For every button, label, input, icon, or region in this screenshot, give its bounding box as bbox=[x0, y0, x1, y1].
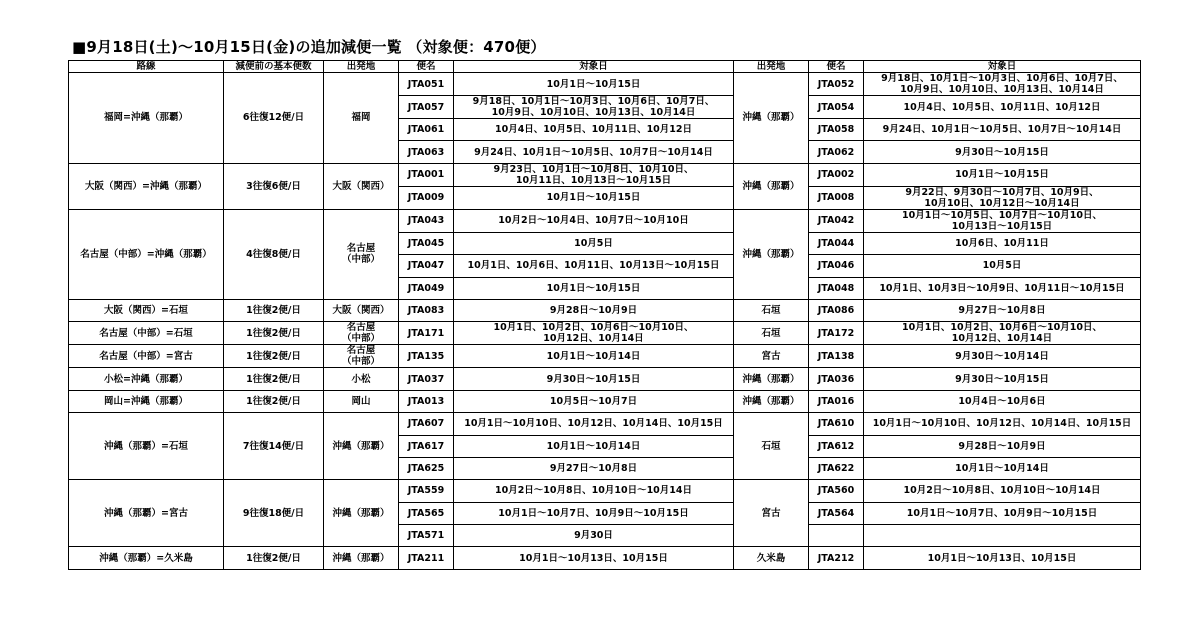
origin-outbound-cell: 沖縄（那覇） bbox=[324, 480, 399, 547]
origin-return-cell: 石垣 bbox=[734, 299, 809, 321]
dates-return-cell: 9月18日、10月1日～10月3日、10月6日、10月7日、 10月9日、10月10日、10月13日、10月14日 bbox=[864, 73, 1141, 96]
route-cell: 福岡=沖縄（那覇） bbox=[69, 73, 224, 164]
origin-return-cell: 石垣 bbox=[734, 413, 809, 480]
dates-return-cell: 10月1日～10月15日 bbox=[864, 163, 1141, 186]
dates-return-cell: 10月4日～10月6日 bbox=[864, 390, 1141, 412]
dates-return-cell: 10月1日～10月5日、10月7日～10月10日、 10月13日～10月15日 bbox=[864, 209, 1141, 232]
origin-return-cell: 宮古 bbox=[734, 345, 809, 368]
dates-outbound-cell: 9月27日～10月8日 bbox=[454, 457, 734, 479]
dates-outbound-cell: 10月1日～10月13日、10月15日 bbox=[454, 547, 734, 569]
route-cell: 名古屋（中部）=宮古 bbox=[69, 345, 224, 368]
flight-outbound-cell: JTA565 bbox=[399, 502, 454, 524]
flight-outbound-cell: JTA171 bbox=[399, 322, 454, 345]
dates-outbound-cell: 10月1日、10月6日、10月11日、10月13日～10月15日 bbox=[454, 255, 734, 277]
base-flights-cell: 3往復6便/日 bbox=[224, 163, 324, 209]
dates-return-cell: 9月30日～10月15日 bbox=[864, 141, 1141, 163]
dates-outbound-cell: 10月1日、10月2日、10月6日～10月10日、 10月12日、10月14日 bbox=[454, 322, 734, 345]
origin-outbound-cell: 名古屋 （中部） bbox=[324, 322, 399, 345]
flight-outbound-cell: JTA135 bbox=[399, 345, 454, 368]
table-body bbox=[69, 73, 1141, 570]
origin-return-cell: 沖縄（那覇） bbox=[734, 163, 809, 209]
dates-outbound-cell: 9月24日、10月1日～10月5日、10月7日～10月14日 bbox=[454, 141, 734, 163]
route-cell: 大阪（関西）=沖縄（那覇） bbox=[69, 163, 224, 209]
flight-return-cell: JTA622 bbox=[809, 457, 864, 479]
origin-outbound-cell: 名古屋 （中部） bbox=[324, 209, 399, 299]
base-flights-cell: 1往復2便/日 bbox=[224, 547, 324, 569]
table-header-row bbox=[69, 61, 1141, 73]
origin-outbound-cell: 大阪（関西） bbox=[324, 163, 399, 209]
dates-outbound-cell: 9月28日～10月9日 bbox=[454, 299, 734, 321]
flight-return-cell: JTA046 bbox=[809, 255, 864, 277]
dates-outbound-cell: 10月1日～10月15日 bbox=[454, 73, 734, 96]
table-row bbox=[69, 480, 1141, 502]
route-cell: 名古屋（中部）=石垣 bbox=[69, 322, 224, 345]
flight-outbound-cell: JTA559 bbox=[399, 480, 454, 502]
flight-outbound-cell: JTA045 bbox=[399, 232, 454, 254]
dates-return-cell: 10月5日 bbox=[864, 255, 1141, 277]
header-route: 路線 bbox=[69, 61, 224, 73]
flight-return-cell: JTA564 bbox=[809, 502, 864, 524]
flight-outbound-cell: JTA001 bbox=[399, 163, 454, 186]
base-flights-cell: 1往復2便/日 bbox=[224, 299, 324, 321]
route-cell: 沖縄（那覇）=宮古 bbox=[69, 480, 224, 547]
flight-return-cell: JTA036 bbox=[809, 368, 864, 390]
origin-outbound-cell: 沖縄（那覇） bbox=[324, 413, 399, 480]
dates-return-cell: 10月1日～10月14日 bbox=[864, 457, 1141, 479]
flight-outbound-cell: JTA083 bbox=[399, 299, 454, 321]
origin-return-cell: 沖縄（那覇） bbox=[734, 368, 809, 390]
dates-outbound-cell: 10月5日～10月7日 bbox=[454, 390, 734, 412]
route-cell: 大阪（関西）=石垣 bbox=[69, 299, 224, 321]
origin-outbound-cell: 福岡 bbox=[324, 73, 399, 164]
flight-return-cell: JTA016 bbox=[809, 390, 864, 412]
page-title: ■9月18日(土)～10月15日(金)の追加減便一覧 （対象便：470便） bbox=[72, 38, 546, 56]
route-cell: 名古屋（中部）=沖縄（那覇） bbox=[69, 209, 224, 299]
flight-outbound-cell: JTA009 bbox=[399, 186, 454, 209]
flight-outbound-cell: JTA625 bbox=[399, 457, 454, 479]
table-row bbox=[69, 322, 1141, 345]
flight-outbound-cell: JTA049 bbox=[399, 277, 454, 299]
dates-return-cell: 9月22日、9月30日～10月7日、10月9日、 10月10日、10月12日～10月14日 bbox=[864, 186, 1141, 209]
flight-return-cell: JTA008 bbox=[809, 186, 864, 209]
flight-outbound-cell: JTA211 bbox=[399, 547, 454, 569]
origin-return-cell: 沖縄（那覇） bbox=[734, 73, 809, 164]
base-flights-cell: 1往復2便/日 bbox=[224, 322, 324, 345]
flight-return-cell: JTA052 bbox=[809, 73, 864, 96]
base-flights-cell: 1往復2便/日 bbox=[224, 390, 324, 412]
base-flights-cell: 7往復14便/日 bbox=[224, 413, 324, 480]
table-row bbox=[69, 413, 1141, 435]
origin-outbound-cell: 大阪（関西） bbox=[324, 299, 399, 321]
table-row bbox=[69, 209, 1141, 232]
table-row bbox=[69, 390, 1141, 412]
dates-return-cell: 10月4日、10月5日、10月11日、10月12日 bbox=[864, 96, 1141, 119]
flight-outbound-cell: JTA051 bbox=[399, 73, 454, 96]
table-row bbox=[69, 299, 1141, 321]
dates-outbound-cell: 10月5日 bbox=[454, 232, 734, 254]
flight-return-cell: JTA560 bbox=[809, 480, 864, 502]
origin-outbound-cell: 岡山 bbox=[324, 390, 399, 412]
header-base-flights: 減便前の基本便数 bbox=[224, 61, 324, 73]
flight-return-cell: JTA612 bbox=[809, 435, 864, 457]
dates-return-cell: 10月6日、10月11日 bbox=[864, 232, 1141, 254]
origin-return-cell: 沖縄（那覇） bbox=[734, 390, 809, 412]
flight-outbound-cell: JTA043 bbox=[399, 209, 454, 232]
dates-outbound-cell: 9月30日～10月15日 bbox=[454, 368, 734, 390]
dates-outbound-cell: 9月18日、10月1日～10月3日、10月6日、10月7日、 10月9日、10月10日、10月13日、10月14日 bbox=[454, 96, 734, 119]
dates-return-cell: 10月2日～10月8日、10月10日～10月14日 bbox=[864, 480, 1141, 502]
base-flights-cell: 1往復2便/日 bbox=[224, 368, 324, 390]
header-origin-outbound: 出発地 bbox=[324, 61, 399, 73]
flight-outbound-cell: JTA013 bbox=[399, 390, 454, 412]
flight-outbound-cell: JTA037 bbox=[399, 368, 454, 390]
dates-return-cell: 10月1日～10月10日、10月12日、10月14日、10月15日 bbox=[864, 413, 1141, 435]
origin-return-cell: 沖縄（那覇） bbox=[734, 209, 809, 299]
flight-return-cell: JTA054 bbox=[809, 96, 864, 119]
flight-return-cell: JTA610 bbox=[809, 413, 864, 435]
flight-outbound-cell: JTA047 bbox=[399, 255, 454, 277]
flight-return-cell bbox=[809, 525, 864, 547]
dates-outbound-cell: 10月2日～10月8日、10月10日～10月14日 bbox=[454, 480, 734, 502]
table-row bbox=[69, 547, 1141, 569]
base-flights-cell: 1往復2便/日 bbox=[224, 345, 324, 368]
route-cell: 沖縄（那覇）=久米島 bbox=[69, 547, 224, 569]
base-flights-cell: 4往復8便/日 bbox=[224, 209, 324, 299]
flight-outbound-cell: JTA061 bbox=[399, 119, 454, 141]
flight-return-cell: JTA044 bbox=[809, 232, 864, 254]
header-dates-return: 対象日 bbox=[864, 61, 1141, 73]
flight-return-cell: JTA062 bbox=[809, 141, 864, 163]
route-cell: 小松=沖縄（那覇） bbox=[69, 368, 224, 390]
dates-return-cell: 9月30日～10月15日 bbox=[864, 368, 1141, 390]
table-row bbox=[69, 345, 1141, 368]
dates-outbound-cell: 10月1日～10月15日 bbox=[454, 277, 734, 299]
table-row bbox=[69, 73, 1141, 96]
table-row bbox=[69, 163, 1141, 186]
origin-return-cell: 宮古 bbox=[734, 480, 809, 547]
flight-return-cell: JTA042 bbox=[809, 209, 864, 232]
flight-return-cell: JTA172 bbox=[809, 322, 864, 345]
flight-return-cell: JTA002 bbox=[809, 163, 864, 186]
origin-return-cell: 石垣 bbox=[734, 322, 809, 345]
route-cell: 岡山=沖縄（那覇） bbox=[69, 390, 224, 412]
header-origin-return: 出発地 bbox=[734, 61, 809, 73]
dates-return-cell: 10月1日～10月7日、10月9日～10月15日 bbox=[864, 502, 1141, 524]
dates-outbound-cell: 9月23日、10月1日～10月8日、10月10日、 10月11日、10月13日～10月15日 bbox=[454, 163, 734, 186]
flight-outbound-cell: JTA057 bbox=[399, 96, 454, 119]
flight-return-cell: JTA058 bbox=[809, 119, 864, 141]
flight-return-cell: JTA048 bbox=[809, 277, 864, 299]
origin-outbound-cell: 小松 bbox=[324, 368, 399, 390]
origin-return-cell: 久米島 bbox=[734, 547, 809, 569]
dates-outbound-cell: 10月1日～10月10日、10月12日、10月14日、10月15日 bbox=[454, 413, 734, 435]
base-flights-cell: 6往復12便/日 bbox=[224, 73, 324, 164]
flight-outbound-cell: JTA063 bbox=[399, 141, 454, 163]
dates-outbound-cell: 9月30日 bbox=[454, 525, 734, 547]
table-row bbox=[69, 368, 1141, 390]
dates-outbound-cell: 10月2日～10月4日、10月7日～10月10日 bbox=[454, 209, 734, 232]
route-cell: 沖縄（那覇）=石垣 bbox=[69, 413, 224, 480]
flight-return-cell: JTA138 bbox=[809, 345, 864, 368]
flight-outbound-cell: JTA617 bbox=[399, 435, 454, 457]
origin-outbound-cell: 名古屋 （中部） bbox=[324, 345, 399, 368]
dates-outbound-cell: 10月1日～10月15日 bbox=[454, 186, 734, 209]
dates-outbound-cell: 10月1日～10月7日、10月9日～10月15日 bbox=[454, 502, 734, 524]
reduction-table bbox=[68, 60, 1141, 570]
dates-return-cell: 9月30日～10月14日 bbox=[864, 345, 1141, 368]
dates-return-cell: 9月28日～10月9日 bbox=[864, 435, 1141, 457]
flight-outbound-cell: JTA571 bbox=[399, 525, 454, 547]
header-dates-outbound: 対象日 bbox=[454, 61, 734, 73]
dates-return-cell bbox=[864, 525, 1141, 547]
flight-outbound-cell: JTA607 bbox=[399, 413, 454, 435]
base-flights-cell: 9往復18便/日 bbox=[224, 480, 324, 547]
flight-return-cell: JTA212 bbox=[809, 547, 864, 569]
dates-return-cell: 10月1日、10月3日～10月9日、10月11日～10月15日 bbox=[864, 277, 1141, 299]
dates-outbound-cell: 10月4日、10月5日、10月11日、10月12日 bbox=[454, 119, 734, 141]
dates-return-cell: 10月1日～10月13日、10月15日 bbox=[864, 547, 1141, 569]
dates-return-cell: 9月24日、10月1日～10月5日、10月7日～10月14日 bbox=[864, 119, 1141, 141]
dates-return-cell: 10月1日、10月2日、10月6日～10月10日、 10月12日、10月14日 bbox=[864, 322, 1141, 345]
header-flight-return: 便名 bbox=[809, 61, 864, 73]
dates-return-cell: 9月27日～10月8日 bbox=[864, 299, 1141, 321]
dates-outbound-cell: 10月1日～10月14日 bbox=[454, 345, 734, 368]
dates-outbound-cell: 10月1日～10月14日 bbox=[454, 435, 734, 457]
origin-outbound-cell: 沖縄（那覇） bbox=[324, 547, 399, 569]
header-flight-outbound: 便名 bbox=[399, 61, 454, 73]
flight-return-cell: JTA086 bbox=[809, 299, 864, 321]
